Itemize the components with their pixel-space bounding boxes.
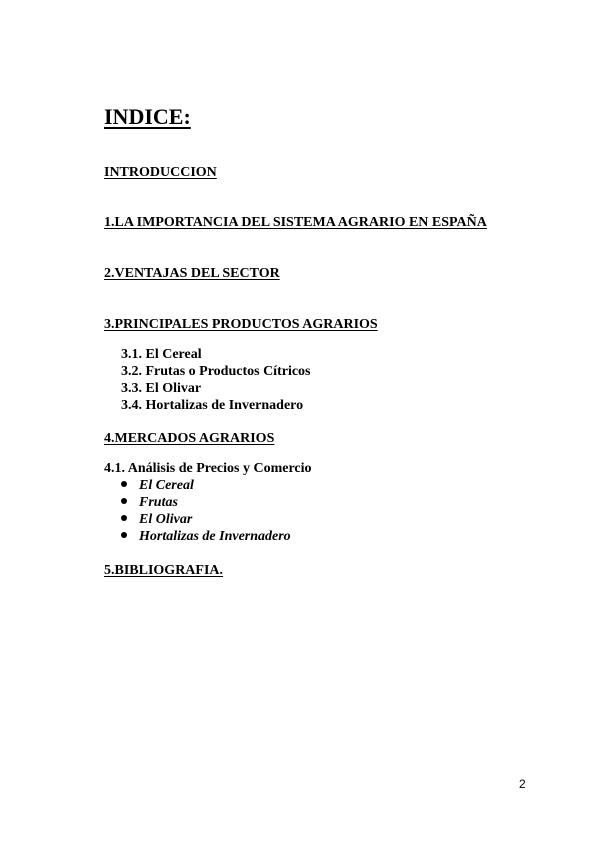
toc-section-4: 4.MERCADOS AGRARIOS (104, 431, 275, 446)
bullet-icon (121, 515, 127, 521)
toc-subsection-3-2: 3.2. Frutas o Productos Cítricos (121, 364, 311, 379)
page-title: INDICE: (104, 104, 191, 129)
toc-bullet-item (121, 494, 178, 511)
toc-section-3: 3.PRINCIPALES PRODUCTOS AGRARIOS (104, 317, 378, 332)
toc-section-1: 1.LA IMPORTANCIA DEL SISTEMA AGRARIO EN ESPAÑA (104, 215, 487, 230)
toc-subsection-4-1: 4.1. Análisis de Precios y Comercio (104, 461, 312, 476)
toc-bullet-item (121, 528, 291, 545)
bullet-text: El Olivar (139, 512, 193, 527)
bullet-text: Hortalizas de Invernadero (139, 529, 291, 544)
bullet-icon (121, 532, 127, 538)
toc-subsection-3-1: 3.1. El Cereal (121, 347, 202, 362)
toc-subsection-3-4: 3.4. Hortalizas de Invernadero (121, 398, 304, 413)
page-number: 2 (519, 777, 526, 791)
bullet-icon (121, 481, 127, 487)
toc-subsection-3-3: 3.3. El Olivar (121, 381, 202, 396)
bullet-icon (121, 498, 127, 504)
bullet-text: El Cereal (139, 478, 194, 493)
toc-bullet-item (121, 511, 192, 528)
toc-introduction: INTRODUCCION (104, 165, 217, 180)
toc-section-5: 5.BIBLIOGRAFIA. (104, 563, 224, 578)
bullet-text: Frutas (139, 495, 178, 510)
toc-bullet-item (121, 477, 194, 494)
toc-section-2: 2.VENTAJAS DEL SECTOR (104, 266, 280, 281)
